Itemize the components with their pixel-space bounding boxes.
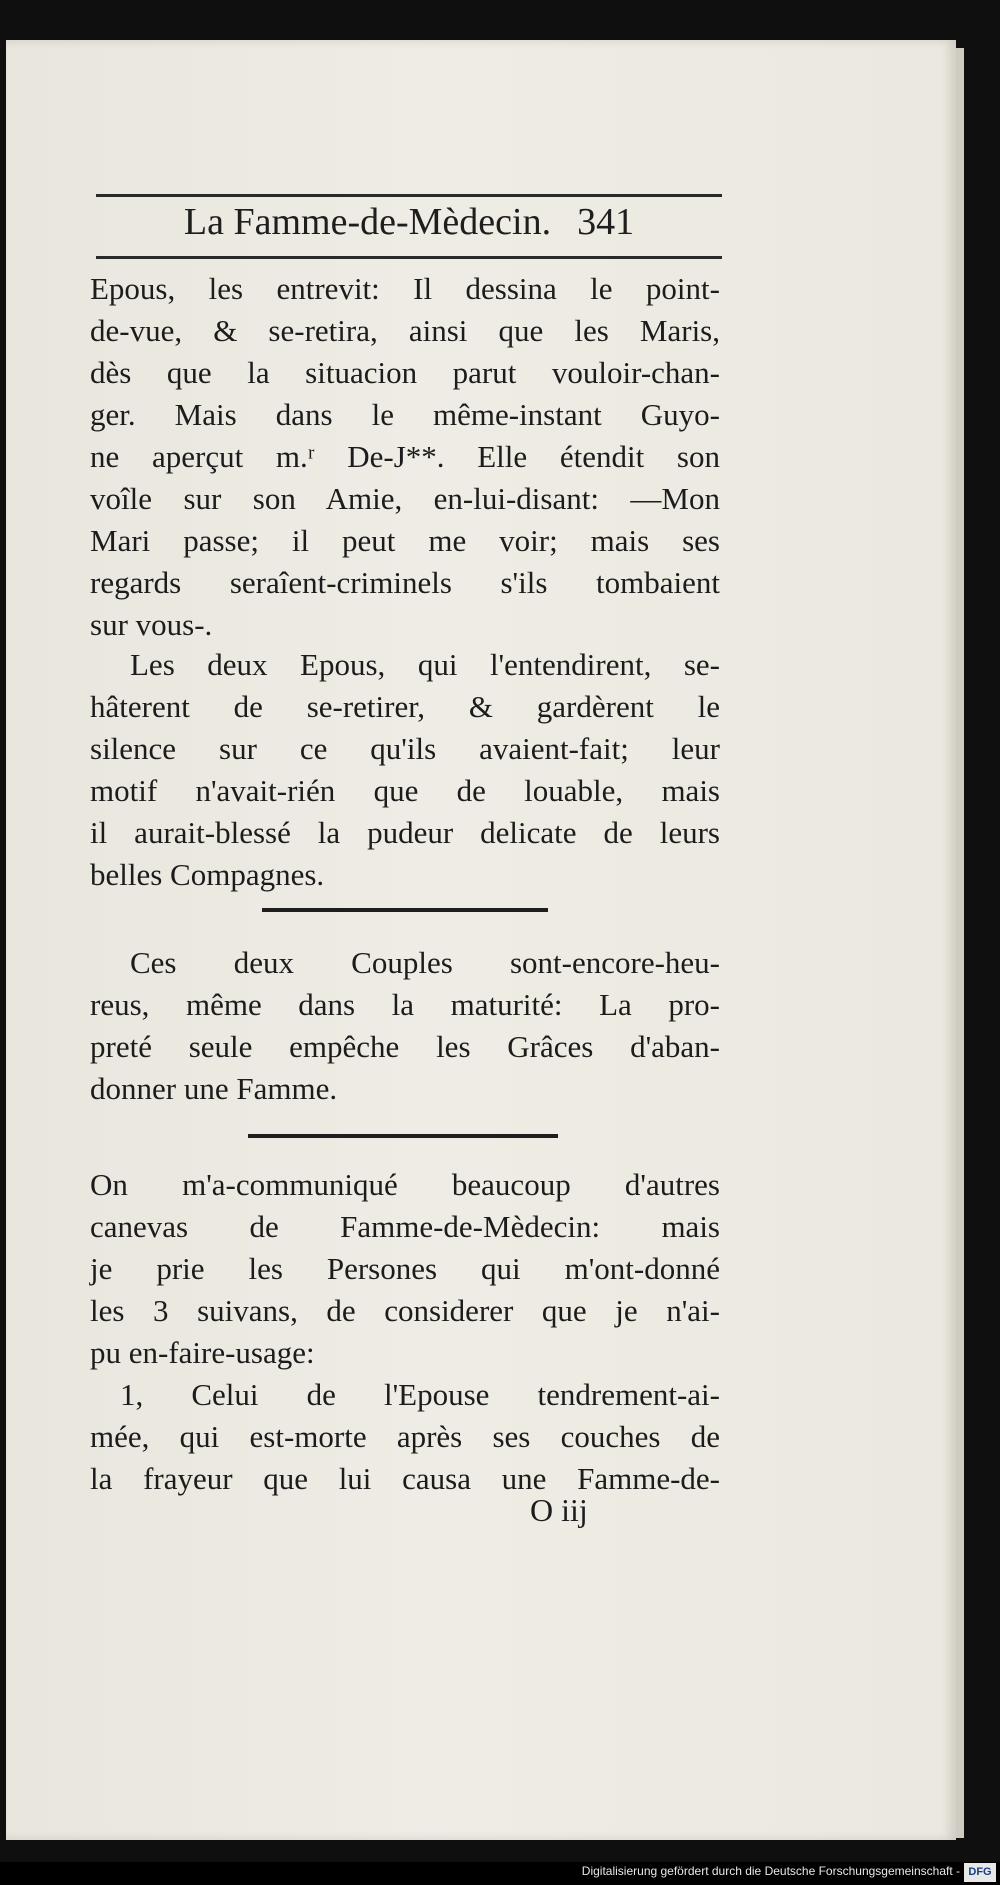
footer-credit: Digitalisierung gefördert durch die Deutsche Forschungsgemeinschaft -: [581, 1864, 960, 1878]
paragraph-1: [90, 268, 720, 646]
text-line: voîle sur son Amie, en-lui-disant: —Mon: [90, 481, 720, 516]
header-top-rule: [96, 194, 722, 197]
text-line: la frayeur que lui causa une Famme-de-: [90, 1461, 720, 1496]
section-divider: [262, 908, 548, 912]
text-line: silence sur ce qu'ils avaient-fait; leur: [90, 731, 720, 766]
text-line: belles Compagnes.: [90, 857, 325, 892]
paragraph-3: [90, 942, 720, 1110]
text-line: les 3 suivans, de considerer que je n'ai-: [90, 1293, 720, 1328]
text-line: hâterent de se-retirer, & gardèrent le: [90, 689, 720, 724]
text-line: Mari passe; il peut me voir; mais ses: [90, 523, 720, 558]
text-line: Les deux Epous, qui l'entendirent, se-: [130, 647, 720, 682]
section-divider: [248, 1134, 558, 1138]
text-line: ne aperçut m.ʳ De-J**. Elle étendit son: [90, 439, 720, 474]
text-line: ger. Mais dans le même-instant Guyo-: [90, 397, 720, 432]
page-number: 341: [577, 201, 635, 243]
running-title: La Famme-de-Mèdecin.: [183, 201, 552, 243]
paragraph-4: [90, 1164, 720, 1374]
text-line: de-vue, & se-retira, ainsi que les Maris,: [90, 313, 720, 348]
text-line: je prie les Persones qui m'ont-donné: [90, 1251, 720, 1286]
text-line: mée, qui est-morte après ses couches de: [90, 1419, 720, 1454]
text-line: Ces deux Couples sont-encore-heu-: [130, 945, 720, 980]
text-line: Epous, les entrevit: Il dessina le point-: [90, 271, 720, 306]
text-line: dès que la situacion parut vouloir-chan-: [90, 355, 720, 390]
paragraph-2: [90, 644, 720, 896]
header-bottom-rule: [96, 256, 722, 259]
running-head: [96, 200, 722, 254]
page-edge: [956, 48, 964, 1838]
signature-mark: O iij: [530, 1492, 588, 1528]
text-line: sur vous-.: [90, 607, 213, 642]
text-line: il aurait-blessé la pudeur delicate de leurs: [90, 815, 720, 850]
text-line: On m'a-communiqué beaucoup d'autres: [90, 1167, 720, 1202]
text-line: canevas de Famme-de-Mèdecin: mais: [90, 1209, 720, 1244]
paragraph-5: [90, 1374, 720, 1500]
text-line: reus, même dans la maturité: La pro-: [90, 987, 720, 1022]
footer-bar: [0, 1862, 1000, 1885]
text-line: motif n'avait-rién que de louable, mais: [90, 773, 720, 808]
text-line: donner une Famme.: [90, 1071, 338, 1106]
text-line: regards seraîent-criminels s'ils tombaient: [90, 565, 720, 600]
text-line: preté seule empêche les Grâces d'aban-: [90, 1029, 720, 1064]
dfg-logo: DFG: [964, 1863, 996, 1882]
text-line: pu en-faire-usage:: [90, 1335, 315, 1370]
text-line: 1, Celui de l'Epouse tendrement-ai-: [120, 1377, 720, 1412]
